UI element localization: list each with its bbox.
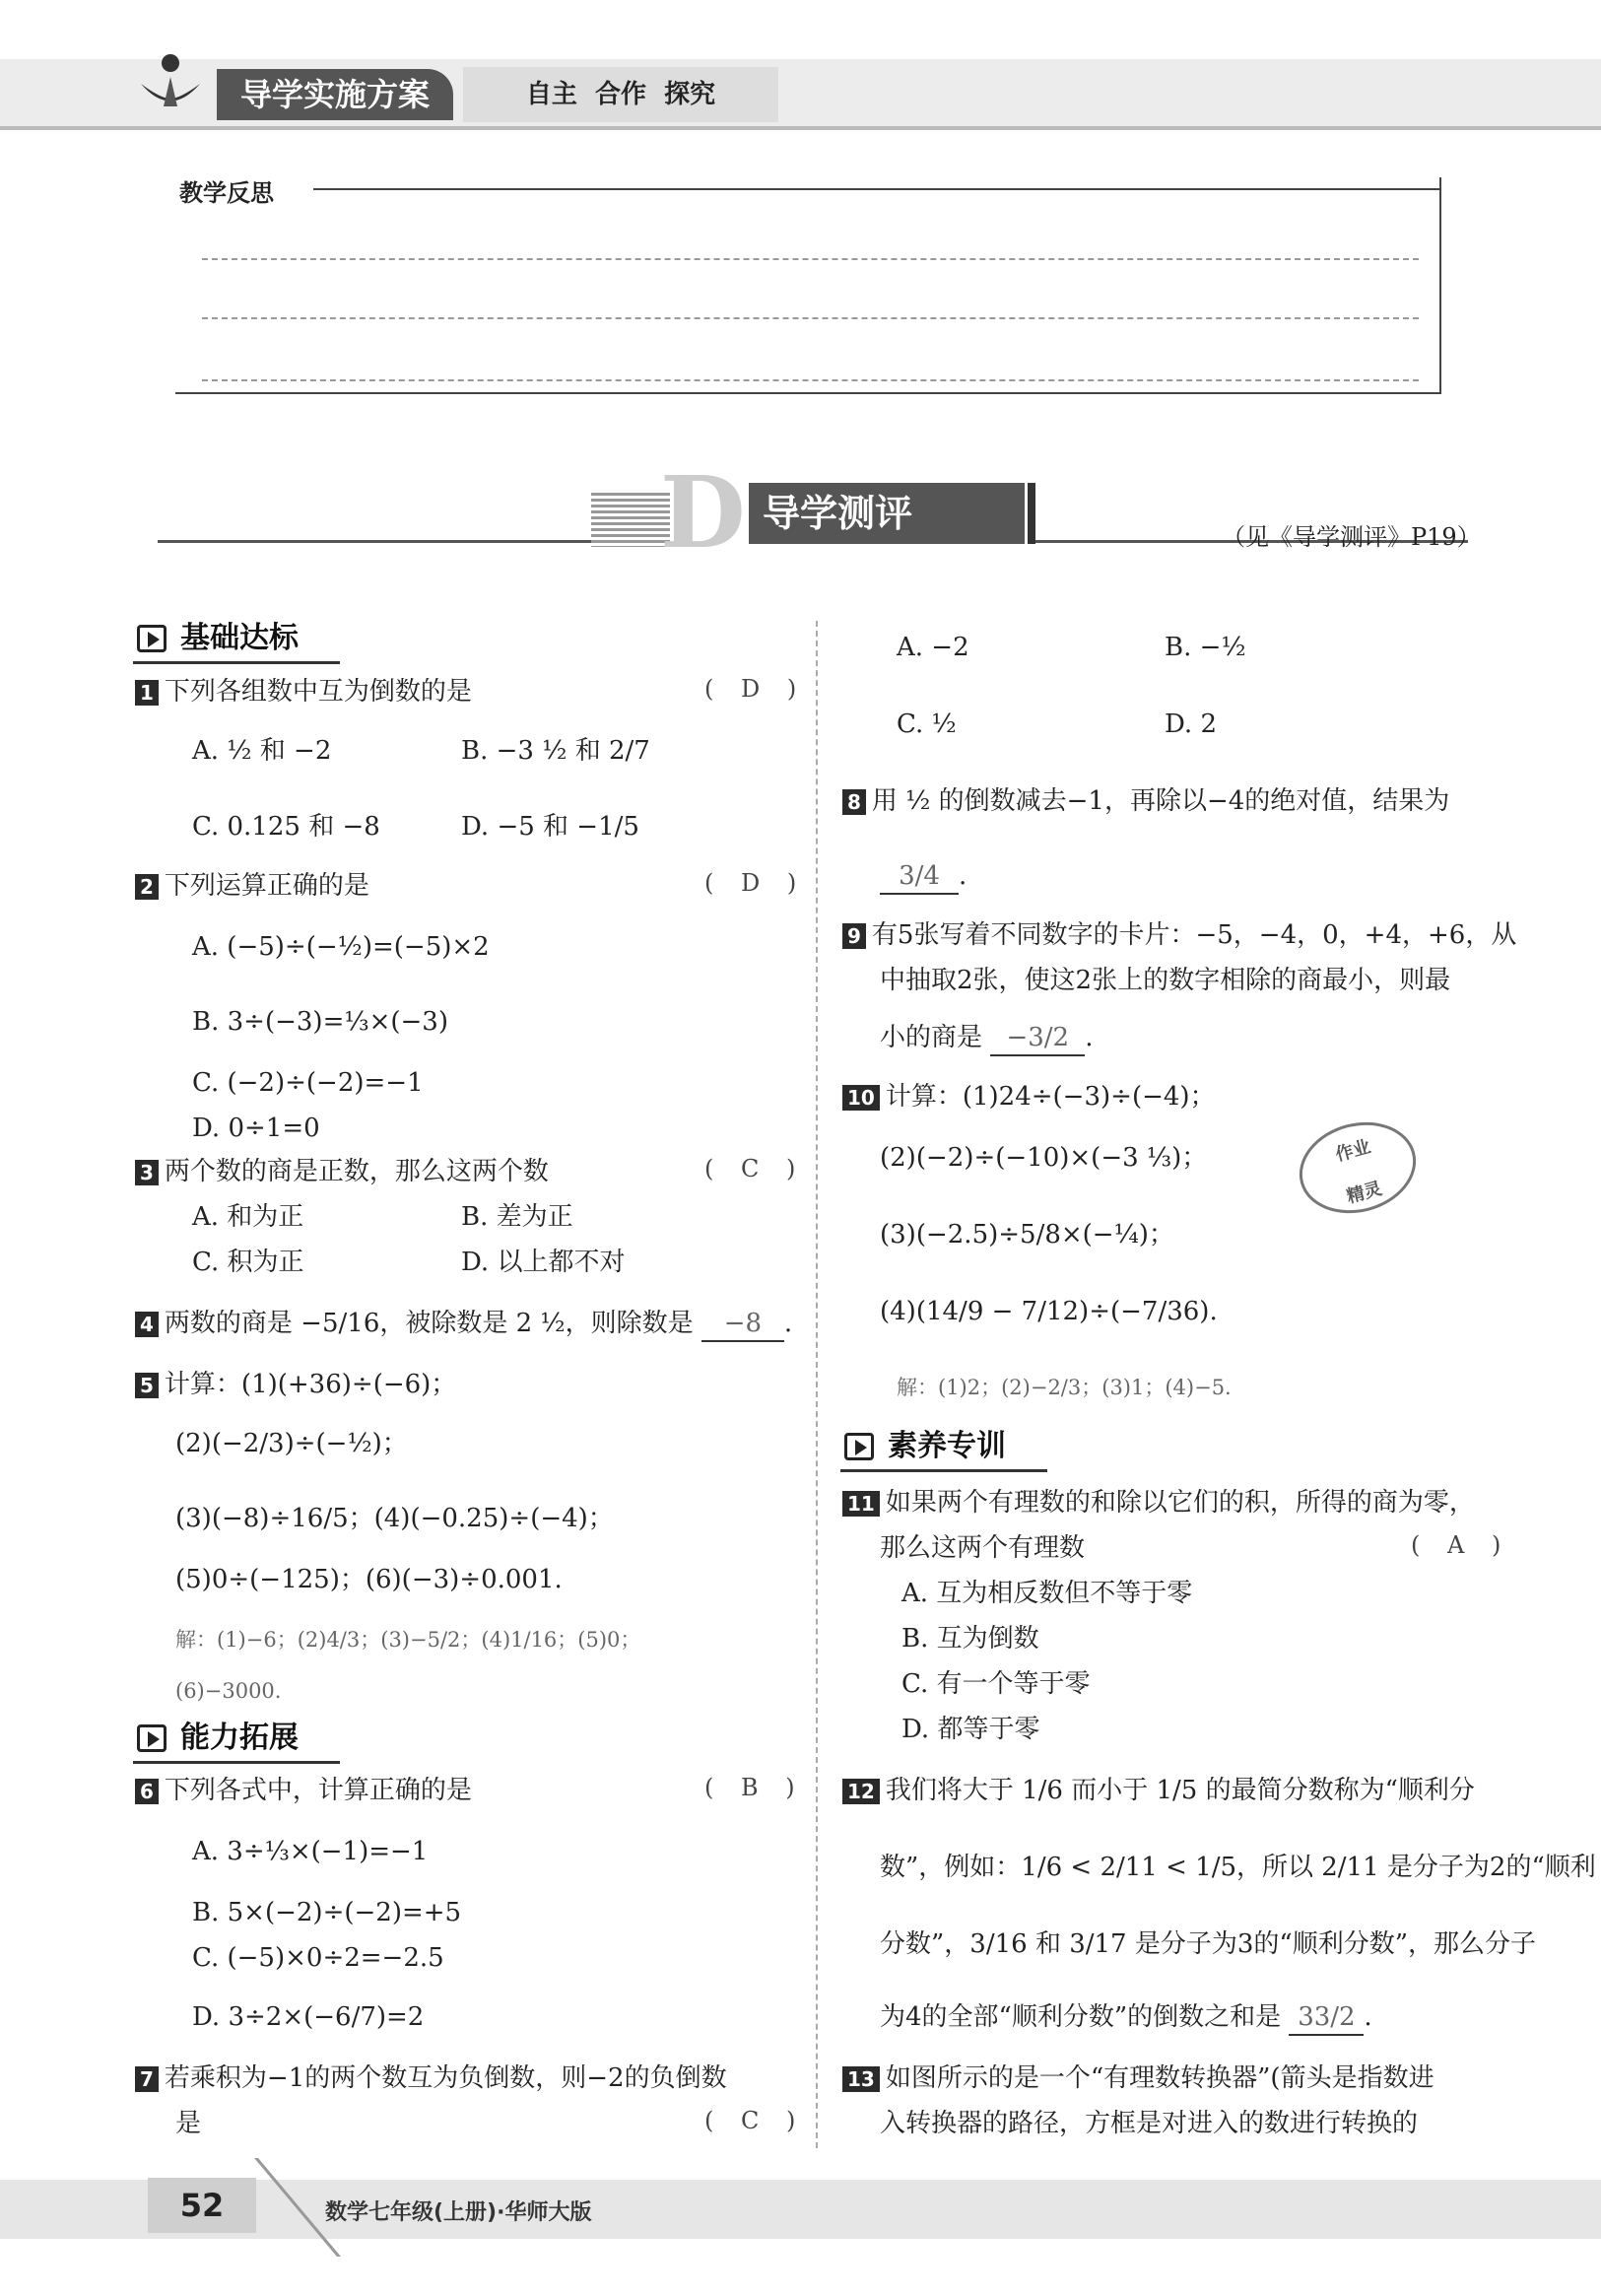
- q10-solution: 解：(1)2；(2)−2/3；(3)1；(4)−5.: [897, 1376, 1232, 1399]
- q9-line2: 中抽取2张，使这2张上的数字相除的商最小，则最: [880, 966, 1451, 995]
- q7-option-c[interactable]: C. ½: [897, 709, 957, 739]
- q1-stem: 1 下列各组数中互为倒数的是: [135, 675, 472, 709]
- arrow-icon: [137, 625, 167, 652]
- q3-option-a[interactable]: A. 和为正: [192, 1202, 304, 1232]
- q2-answer: ( D ): [704, 869, 807, 897]
- reflection-title: 教学反思: [179, 173, 284, 208]
- q3-answer: ( C ): [704, 1155, 806, 1182]
- q7-option-d[interactable]: D. 2: [1165, 709, 1217, 739]
- q1-option-c[interactable]: C. 0.125 和 −8: [192, 812, 380, 842]
- q5-solution-2: (6)−3000.: [175, 1679, 282, 1703]
- q11-option-c[interactable]: C. 有一个等于零: [901, 1669, 1091, 1699]
- q4-blank[interactable]: −8: [701, 1307, 784, 1342]
- q6-answer: ( B ): [704, 1774, 805, 1801]
- q2-stem: 2 下列运算正确的是: [135, 869, 369, 903]
- q10-line2: (2)(−2)÷(−10)×(−3 ⅓)；: [880, 1143, 1208, 1173]
- q11-option-a[interactable]: A. 互为相反数但不等于零: [901, 1579, 1193, 1608]
- q12-line3: 分数”，3/16 和 3/17 是分子为3的“顺利分数”，那么分子: [880, 1929, 1536, 1959]
- q8-answer-line: 3/4 .: [880, 859, 967, 895]
- q7-answer: ( C ): [704, 2107, 806, 2134]
- q6-stem: 6 下列各式中，计算正确的是: [135, 1774, 472, 1807]
- q11-option-d[interactable]: D. 都等于零: [901, 1715, 1040, 1744]
- q1-option-a[interactable]: A. ½ 和 −2: [192, 736, 332, 766]
- q1-option-b[interactable]: B. −3 ½ 和 2/7: [461, 736, 650, 766]
- q10-line4: (4)(14/9 − 7/12)÷(−7/36).: [880, 1297, 1218, 1326]
- q9-line1: 9 有5张写着不同数字的卡片：−5，−4，0，+4，+6，从: [842, 918, 1516, 952]
- q6-option-b[interactable]: B. 5×(−2)÷(−2)=+5: [192, 1898, 462, 1927]
- q13-line2: 入转换器的路径，方框是对进入的数进行转换的: [880, 2109, 1419, 2138]
- q7-option-b[interactable]: B. −½: [1165, 633, 1246, 662]
- q3-stem: 3 两个数的商是正数，那么这两个数: [135, 1155, 549, 1188]
- q6-option-d[interactable]: D. 3÷2×(−6/7)=2: [192, 2002, 425, 2032]
- q12-line2: 数”，例如：1/6 < 2/11 < 1/5，所以 2/11 是分子为2的“顺利: [880, 1853, 1596, 1882]
- q5-line1: 5 计算：(1)(+36)÷(−6)；: [135, 1368, 456, 1401]
- q11-option-b[interactable]: B. 互为倒数: [901, 1624, 1039, 1654]
- q4-stem: 4 两数的商是 −5/16，被除数是 2 ½，则除数是 −8 .: [135, 1307, 792, 1342]
- section-basic: 基础达标: [133, 619, 340, 664]
- q1-option-d[interactable]: D. −5 和 −1/5: [461, 812, 639, 842]
- q13-line1: 13 如图所示的是一个“有理数转换器”(箭头是指数进: [842, 2061, 1434, 2095]
- q7-stem: 7 若乘积为−1的两个数互为负倒数，则−2的负倒数: [135, 2061, 727, 2095]
- section-d-ref: （见《导学测评》P19）: [1222, 523, 1481, 551]
- stamp-seal: 作业 精灵: [1289, 1110, 1426, 1226]
- q5-line2: (2)(−2/3)÷(−½)；: [175, 1429, 408, 1458]
- q6-option-c[interactable]: C. (−5)×0÷2=−2.5: [192, 1943, 444, 1973]
- q5-solution: 解：(1)−6；(2)4/3；(3)−5/2；(4)1/16；(5)0；: [175, 1628, 641, 1652]
- footer-book: 数学七年级(上册)·华师大版: [325, 2200, 592, 2225]
- header-tags: 自主 合作 探究: [463, 67, 778, 122]
- column-divider: [816, 621, 818, 2148]
- reflection-top-line: [313, 188, 1441, 190]
- header-banner: 导学实施方案: [217, 69, 453, 120]
- section-literacy: 素养专训: [840, 1427, 1047, 1472]
- reflection-box: [175, 177, 1441, 394]
- q2-option-c[interactable]: C. (−2)÷(−2)=−1: [192, 1068, 424, 1098]
- q7-option-a[interactable]: A. −2: [897, 633, 969, 662]
- section-d-stripes: [591, 493, 670, 547]
- arrow-icon: [137, 1724, 167, 1752]
- q3-option-b[interactable]: B. 差为正: [461, 1202, 573, 1232]
- q10-line3: (3)(−2.5)÷5/8×(−¼)；: [880, 1220, 1174, 1249]
- arrow-icon: [844, 1433, 874, 1460]
- logo-icon: [136, 49, 205, 118]
- page-number: 52: [148, 2178, 256, 2233]
- q2-option-b[interactable]: B. 3÷(−3)=⅓×(−3): [192, 1007, 448, 1037]
- reflection-line: [202, 258, 1419, 260]
- q6-option-a[interactable]: A. 3÷⅓×(−1)=−1: [192, 1837, 429, 1866]
- q12-blank[interactable]: 33/2: [1289, 2000, 1364, 2036]
- q8-stem: 8 用 ½ 的倒数减去−1，再除以−4的绝对值，结果为: [842, 784, 1449, 818]
- q12-line4: 为4的全部“顺利分数”的倒数之和是 33/2 .: [880, 2000, 1372, 2036]
- q9-line3: 小的商是 −3/2 .: [880, 1021, 1094, 1056]
- q8-blank[interactable]: 3/4: [880, 859, 959, 895]
- q10-line1: 10 计算：(1)24÷(−3)÷(−4)；: [842, 1080, 1216, 1114]
- reflection-line: [202, 379, 1419, 381]
- q2-option-d[interactable]: D. 0÷1=0: [192, 1114, 320, 1143]
- q12-line1: 12 我们将大于 1/6 而小于 1/5 的最简分数称为“顺利分: [842, 1774, 1475, 1807]
- section-d-bar: [1028, 483, 1035, 544]
- q9-blank[interactable]: −3/2: [990, 1021, 1085, 1056]
- q1-answer: ( D ): [704, 675, 807, 703]
- reflection-line: [202, 317, 1419, 319]
- q5-line4: (5)0÷(−125)；(6)(−3)÷0.001.: [175, 1565, 563, 1594]
- q5-line3: (3)(−8)÷16/5；(4)(−0.25)÷(−4)；: [175, 1504, 614, 1533]
- q7-stem-2: 是: [175, 2109, 202, 2138]
- section-extend: 能力拓展: [133, 1719, 340, 1764]
- section-d-title: 导学测评: [749, 483, 1025, 544]
- q2-option-a[interactable]: A. (−5)÷(−½)=(−5)×2: [192, 932, 490, 962]
- q11-line2: 那么这两个有理数: [880, 1533, 1086, 1563]
- section-d-letter: D: [660, 454, 746, 571]
- q3-option-d[interactable]: D. 以上都不对: [461, 1248, 626, 1277]
- q11-line1: 11 如果两个有理数的和除以它们的积，所得的商为零，: [842, 1486, 1475, 1519]
- q3-option-c[interactable]: C. 积为正: [192, 1248, 304, 1277]
- q11-answer: ( A ): [1411, 1531, 1511, 1559]
